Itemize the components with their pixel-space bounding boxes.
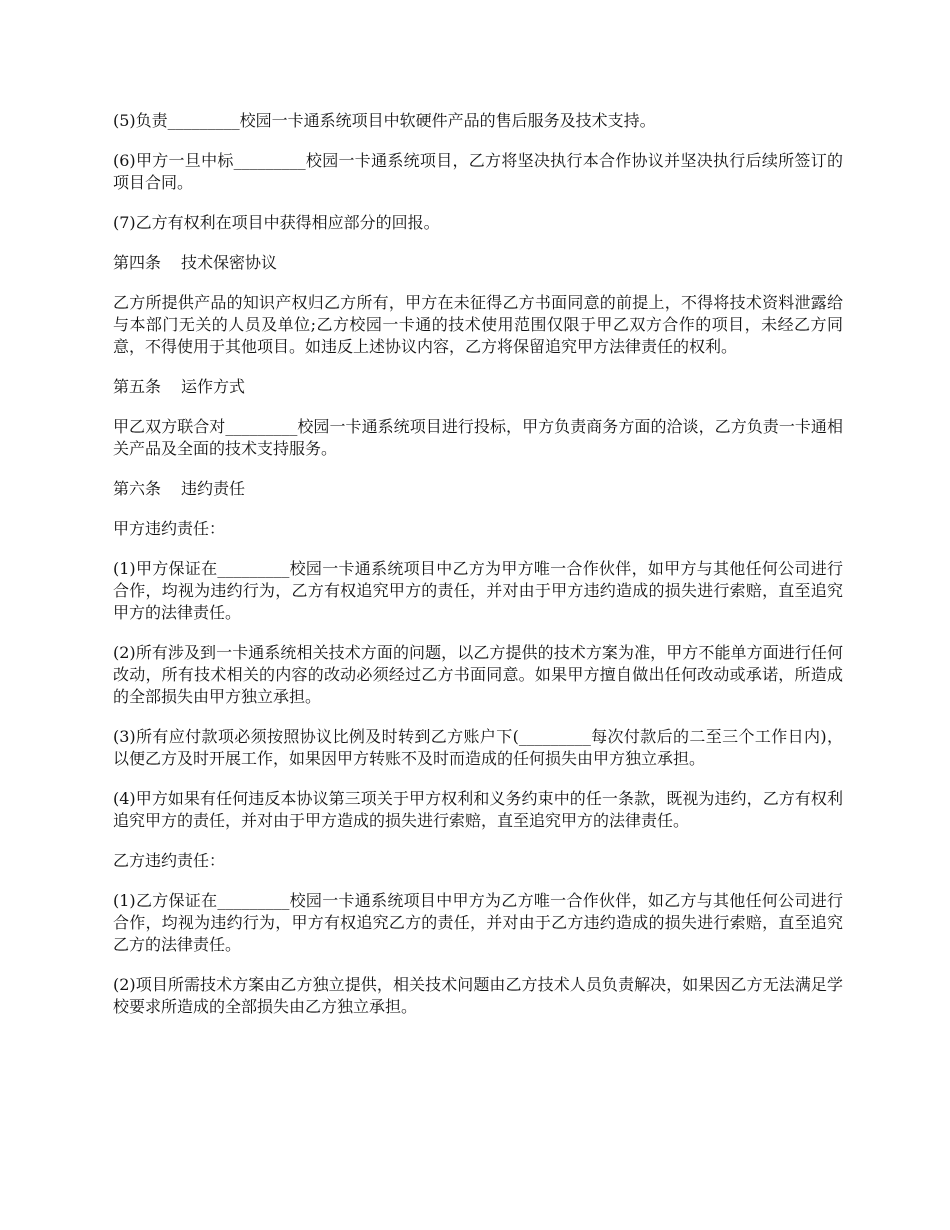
clause-paragraph: (2)项目所需技术方案由乙方独立提供，相关技术问题由乙方技术人员负责解决，如果因乙方无法满足学校要求所造成的全部损失由乙方独立承担。 xyxy=(113,975,843,1016)
article-heading-5 xyxy=(113,376,843,398)
clause-paragraph: (6)甲方一旦中标_________校园一卡通系统项目，乙方将坚决执行本合作协议并坚决执行后续所签订的项目合同。 xyxy=(113,151,843,192)
clause-paragraph: 乙方所提供产品的知识产权归乙方所有，甲方在未征得乙方书面同意的前提上，不得将技术资料泄露给与本部门无关的人员及单位;乙方校园一卡通的技术使用范围仅限于甲乙双方合作的项目，未经乙方同意，不得使用于其他项目。如违反上述协议内容，乙方将保留追究甲方法律责任的权利。 xyxy=(113,293,843,356)
article-title: 违约责任 xyxy=(181,479,246,498)
clause-paragraph: (5)负责_________校园一卡通系统项目中软硬件产品的售后服务及技术支持。 xyxy=(113,111,656,130)
document-page xyxy=(113,110,843,1036)
article-number: 第六条 xyxy=(113,479,162,498)
clause-paragraph: (2)所有涉及到一卡通系统相关技术方面的问题，以乙方提供的技术方案为准，甲方不能单方面进行任何改动，所有技术相关的内容的改动必须经过乙方书面同意。如果甲方擅自做出任何改动或承诺，所造成的全部损失由甲方独立承担。 xyxy=(113,643,843,706)
article-number: 第五条 xyxy=(113,377,162,396)
clause-paragraph: (7)乙方有权利在项目中获得相应部分的回报。 xyxy=(113,213,440,232)
article-heading-6 xyxy=(113,478,843,500)
article-title: 运作方式 xyxy=(181,377,246,396)
article-title: 技术保密协议 xyxy=(181,253,278,272)
clause-paragraph: (3)所有应付款项必须按照协议比例及时转到乙方账户下(_________每次付款后的二至三个工作日内)，以便乙方及时开展工作，如果因甲方转账不及时而造成的任何损失由甲方独立承担。 xyxy=(113,727,843,768)
clause-paragraph: (1)甲方保证在_________校园一卡通系统项目中乙方为甲方唯一合作伙伴，如甲方与其他任何公司进行合作，均视为违约行为，乙方有权追究甲方的责任，并对由于甲方违约造成的损失进行索赔，直至追究甲方的法律责任。 xyxy=(113,559,843,622)
section-label: 甲方违约责任： xyxy=(113,519,226,538)
clause-paragraph: (1)乙方保证在_________校园一卡通系统项目中甲方为乙方唯一合作伙伴，如乙方与其他任何公司进行合作，均视为违约行为，甲方有权追究乙方的责任，并对由于乙方违约造成的损失进行索赔，直至追究乙方的法律责任。 xyxy=(113,891,843,954)
clause-paragraph: 甲乙双方联合对_________校园一卡通系统项目进行投标，甲方负责商务方面的洽谈，乙方负责一卡通相关产品及全面的技术支持服务。 xyxy=(113,417,843,458)
clause-paragraph: (4)甲方如果有任何违反本协议第三项关于甲方权利和义务约束中的任一条款，既视为违约，乙方有权利追究甲方的责任，并对由于甲方造成的损失进行索赔，直至追究甲方的法律责任。 xyxy=(113,789,843,830)
section-label: 乙方违约责任： xyxy=(113,851,226,870)
article-heading-4 xyxy=(113,252,843,274)
article-number: 第四条 xyxy=(113,253,162,272)
